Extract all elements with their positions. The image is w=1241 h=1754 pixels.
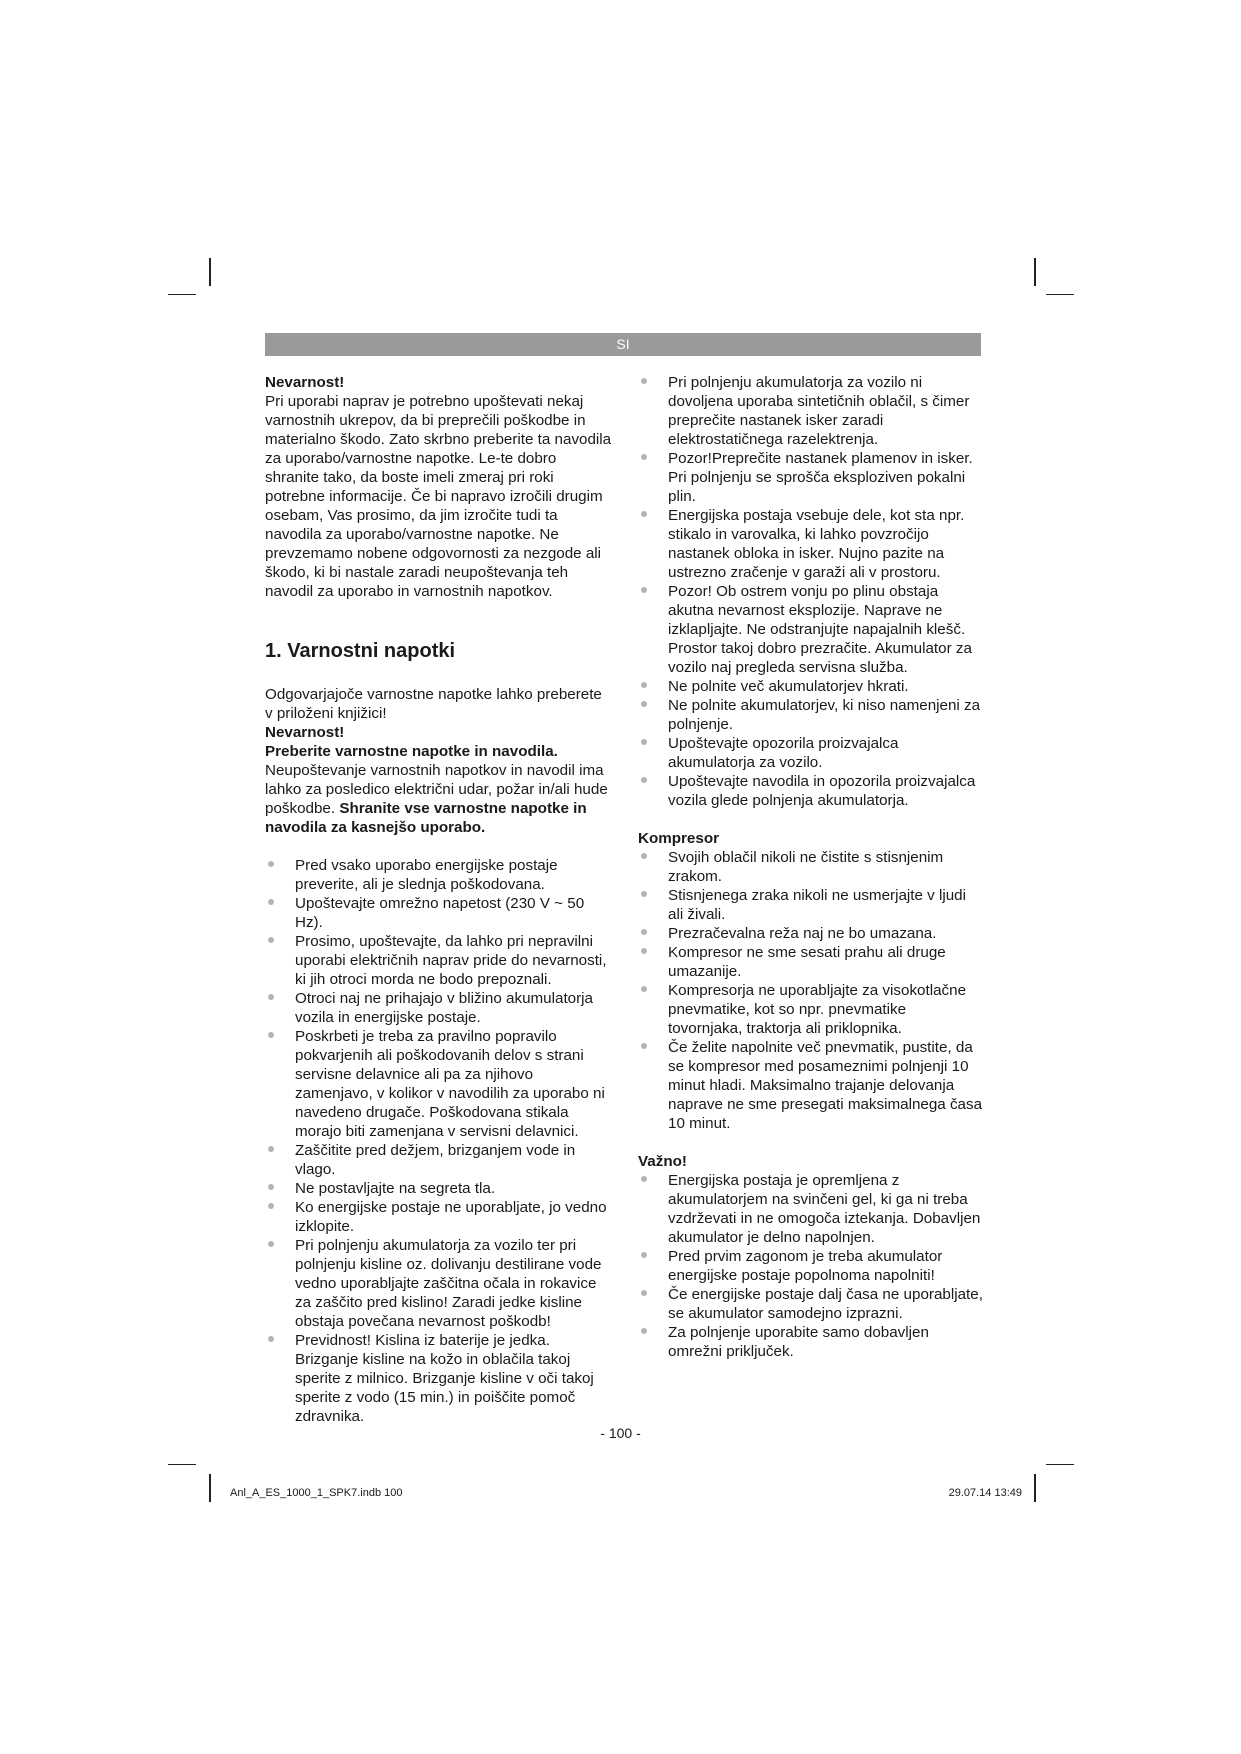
list-item: Pred prvim zagonom je treba akumulator energijske postaje popolnoma napolniti!	[638, 1247, 983, 1285]
list-item: Pozor! Ob ostrem vonju po plinu obstaja akutna nevarnost eksplozije. Naprave ne izklapljajte. Ne odstranjujte napajalnih klešč. Prostor takoj dobro prezračite. Akumulator za vozilo naj pregleda servisna služba.	[638, 582, 983, 677]
section-title: 1. Varnostni napotki	[265, 640, 456, 662]
list-item: Svojih oblačil nikoli ne čistite s stisnjenim zrakom.	[638, 848, 983, 886]
footer-date: 29.07.14 13:49	[948, 1487, 1022, 1499]
list-item: Previdnost! Kislina iz baterije je jedka. Brizganje kisline na kožo in oblačila takoj sperite z milnico. Brizganje kisline v oči takoj sperite z vodo (15 min.) in poiščite pomoč zdravnika.	[265, 1331, 613, 1426]
language-header-bar: SI	[265, 333, 981, 356]
list-item: Upoštevajte navodila in opozorila proizvajalca vozila glede polnjenja akumulatorja.	[638, 772, 983, 810]
list-item: Ko energijske postaje ne uporabljate, jo vedno izklopite.	[265, 1198, 613, 1236]
crop-mark	[209, 1474, 211, 1502]
important-list	[638, 1171, 983, 1361]
crop-mark	[168, 1464, 196, 1465]
compressor-list	[638, 848, 983, 1133]
list-item: Prosimo, upoštevajte, da lahko pri nepravilni uporabi električnih naprav pride do nevarnosti, ki jih otroci morda ne bodo prepoznali.	[265, 932, 613, 989]
list-item: Kompresorja ne uporabljajte za visokotlačne pnevmatike, kot so npr. pnevmatike tovornjaka, traktorja ali priklopnika.	[638, 981, 983, 1038]
list-item: Energijska postaja vsebuje dele, kot sta npr. stikalo in varovalka, ki lahko povzročijo nastanek obloka in isker. Nujno pazite na ustrezno zračenje v garaži ali v prostoru.	[638, 506, 983, 582]
list-item: Kompresor ne sme sesati prahu ali druge umazanije.	[638, 943, 983, 981]
list-item: Stisnjenega zraka nikoli ne usmerjajte v ljudi ali živali.	[638, 886, 983, 924]
compressor-heading: Kompresor	[638, 830, 720, 847]
list-item: Ne polnite več akumulatorjev hkrati.	[638, 677, 983, 696]
warning-heading: Nevarnost!	[265, 724, 345, 741]
intro-heading: Nevarnost!	[265, 374, 345, 391]
list-item: Zaščitite pred dežjem, brizganjem vode in vlago.	[265, 1141, 613, 1179]
crop-mark	[1046, 294, 1074, 295]
warning-paragraph	[265, 761, 613, 837]
list-item: Upoštevajte opozorila proizvajalca akumulatorja za vozilo.	[638, 734, 983, 772]
list-item: Pozor!Preprečite nastanek plamenov in isker. Pri polnjenju se sprošča eksploziven pokalni plin.	[638, 449, 983, 506]
intro-text: Pri uporabi naprav je potrebno upoštevati nekaj varnostnih ukrepov, da bi preprečili poškodbe in materialno škodo. Zato skrbno preberite ta navodila za uporabo/varnostne napotke. Le-te dobro shranite tako, da boste imeli zmeraj pri roki potrebne informacije. Če bi napravo izročili drugim osebam, Vas prosimo, da jim izročite tudi ta navodila za uporabo/varnostne napotke. Ne prevzemamo nobene odgovornosti za nezgode ali škodo, ki bi nastale zaradi neupoštevanja teh navodil za uporabo in varnostnih napotkov.	[265, 393, 612, 600]
list-item: Prezračevalna reža naj ne bo umazana.	[638, 924, 983, 943]
right-column	[638, 373, 983, 1361]
crop-mark	[209, 258, 211, 286]
warning-text: Neupoštevanje varnostnih napotkov in navodil ima lahko za posledico električni udar, požar in/ali hude poškodbe.	[265, 762, 608, 817]
list-item: Poskrbeti je treba za pravilno popravilo pokvarjenih ali poškodovanih delov s strani servisne delavnice ali pa za njihovo zamenjavo, v kolikor v navodilih za uporabo ni navedeno drugače. Poškodovana stikala morajo biti zamenjana v servisni delavnici.	[265, 1027, 613, 1141]
right-safety-list	[638, 373, 983, 810]
list-item: Če želite napolnite več pnevmatik, pustite, da se kompresor med posameznimi polnjenji 10 minut hladi. Maksimalno trajanje delovanja naprave ne sme presegati maksimalnega časa 10 minut.	[638, 1038, 983, 1133]
warning-bold: Shranite vse varnostne napotke in navodila za kasnejšo uporabo.	[265, 800, 587, 836]
list-item: Pred vsako uporabo energijske postaje preverite, ali je slednja poškodovana.	[265, 856, 613, 894]
list-item: Ne postavljajte na segreta tla.	[265, 1179, 613, 1198]
section-intro: Odgovarjajoče varnostne napotke lahko preberete v priloženi knjižici!	[265, 686, 602, 722]
crop-mark	[1034, 258, 1036, 286]
list-item: Otroci naj ne prihajajo v bližino akumulatorja vozila in energijske postaje.	[265, 989, 613, 1027]
list-item: Upoštevajte omrežno napetost (230 V ~ 50 Hz).	[265, 894, 613, 932]
list-item: Energijska postaja je opremljena z akumulatorjem na svinčeni gel, ki ga ni treba vzdrževati in ne omogoča iztekanja. Dobavljen akumulator je delno napolnjen.	[638, 1171, 983, 1247]
page-number: - 100 -	[600, 1425, 641, 1441]
crop-mark	[1034, 1474, 1036, 1502]
list-item: Za polnjenje uporabite samo dobavljen omrežni priključek.	[638, 1323, 983, 1361]
list-item: Pri polnjenju akumulatorja za vozilo ter pri polnjenju kisline oz. dolivanju destilirane vode vedno uporabljajte zaščitna očala in rokavice za zaščito pred kislino! Zaradi jedke kisline obstaja povečana nevarnost poškodb!	[265, 1236, 613, 1331]
left-column	[265, 373, 613, 1426]
important-heading: Važno!	[638, 1153, 687, 1170]
list-item: Pri polnjenju akumulatorja za vozilo ni dovoljena uporaba sintetičnih oblačil, s čimer preprečite nastanek isker zaradi elektrostatičnega razelektrenja.	[638, 373, 983, 449]
crop-mark	[168, 294, 196, 295]
list-item: Ne polnite akumulatorjev, ki niso namenjeni za polnjenje.	[638, 696, 983, 734]
crop-mark	[1046, 1464, 1074, 1465]
left-safety-list	[265, 856, 613, 1426]
footer-file-info: Anl_A_ES_1000_1_SPK7.indb 100	[230, 1487, 403, 1499]
list-item: Če energijske postaje dalj časa ne uporabljate, se akumulator samodejno izprazni.	[638, 1285, 983, 1323]
warning-subheading: Preberite varnostne napotke in navodila.	[265, 743, 558, 760]
